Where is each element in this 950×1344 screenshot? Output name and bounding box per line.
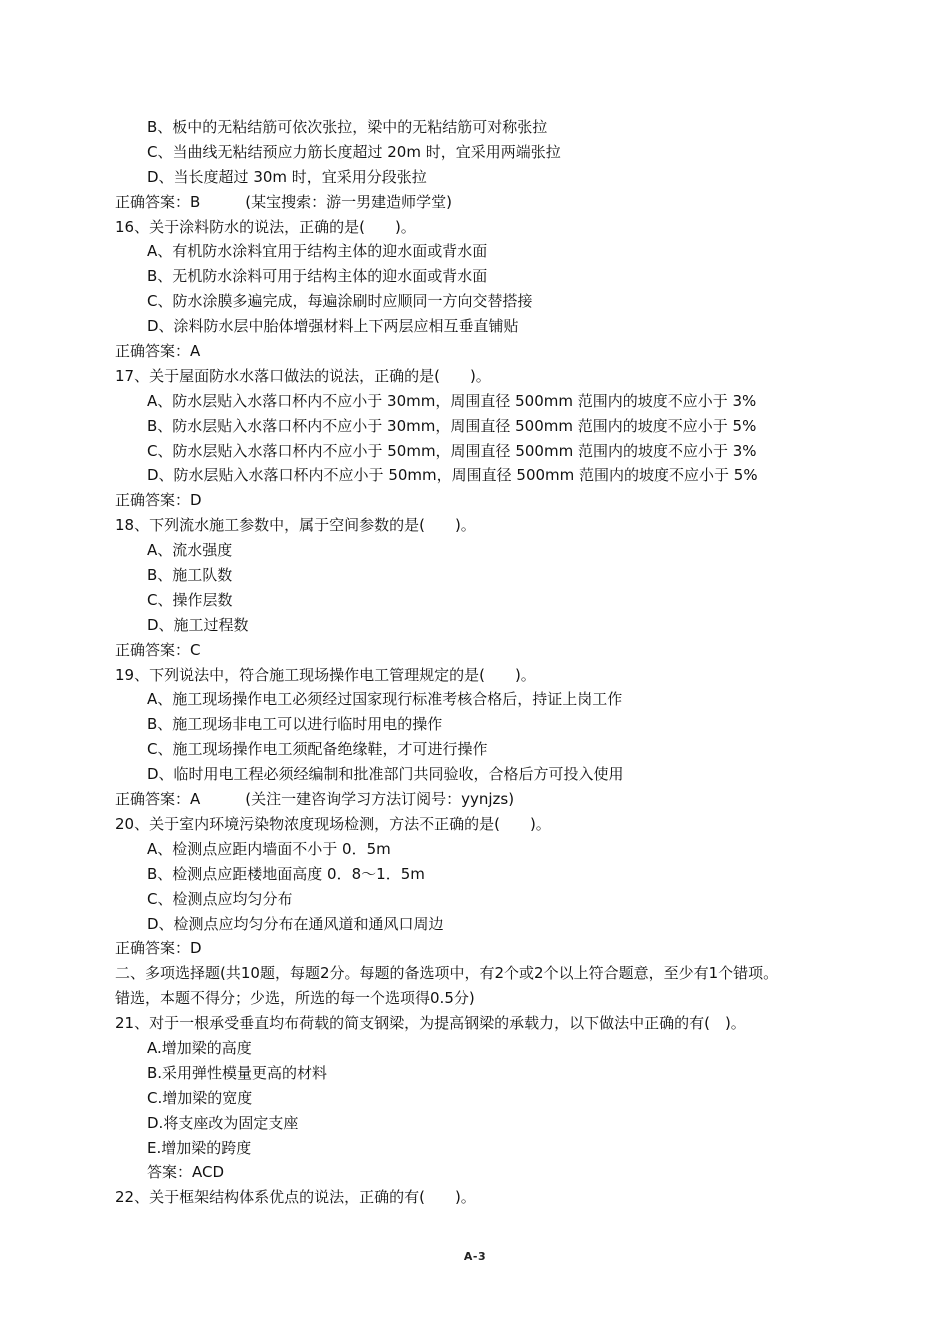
option-line: D、施工过程数 (147, 615, 249, 634)
option-line: C、当曲线无粘结预应力筋长度超过 20m 时，宜采用两端张拉 (147, 142, 561, 161)
option-line: B、施工队数 (147, 566, 233, 585)
option-line: C、施工现场操作电工须配备绝缘鞋，才可进行操作 (147, 740, 488, 759)
option-line: D、防水层贴入水落口杯内不应小于 50mm，周围直径 500mm 范围内的坡度不应小于 5% (147, 466, 758, 485)
text-line: 21、对于一根承受垂直均布荷载的简支钢梁，为提高钢梁的承载力，以下做法中正确的有( )。 (115, 1014, 746, 1033)
text-line: 正确答案：A (115, 342, 201, 361)
option-line: B、施工现场非电工可以进行临时用电的操作 (147, 715, 443, 734)
option-line: C、操作层数 (147, 590, 233, 609)
option-line: B.采用弹性模量更高的材料 (147, 1063, 328, 1082)
text-line: 二、多项选择题(共10题，每题2分。每题的备选项中，有2个或2个以上符合题意，至少有1个错项。 (115, 964, 779, 983)
option-line: A.增加梁的高度 (147, 1038, 252, 1057)
option-line: D.将支座改为固定支座 (147, 1113, 299, 1132)
option-line: D、检测点应均匀分布在通风道和通风口周边 (147, 914, 444, 933)
text-line: 正确答案：B (某宝搜索：游一男建造师学堂) (115, 192, 452, 211)
option-line: E.增加梁的跨度 (147, 1138, 252, 1157)
option-line: A、防水层贴入水落口杯内不应小于 30mm，周围直径 500mm 范围内的坡度不应小于 3% (147, 391, 757, 410)
option-line: B、防水层贴入水落口杯内不应小于 30mm，周围直径 500mm 范围内的坡度不应小于 5% (147, 416, 757, 435)
text-line: 20、关于室内环境污染物浓度现场检测，方法不正确的是( )。 (115, 814, 551, 833)
option-line: C.增加梁的宽度 (147, 1088, 253, 1107)
option-line: C、防水涂膜多遍完成，每遍涂刷时应顺同一方向交替搭接 (147, 292, 533, 311)
option-line: 答案：ACD (147, 1163, 225, 1182)
text-line: 正确答案：C (115, 640, 201, 659)
text-line: 正确答案：D (115, 491, 202, 510)
page-number: A-3 (463, 1250, 487, 1263)
option-line: B、检测点应距楼地面高度 0．8～1．5m (147, 864, 425, 883)
text-line: 正确答案：D (115, 939, 202, 958)
text-line: 16、关于涂料防水的说法，正确的是( )。 (115, 217, 416, 236)
text-line: 17、关于屋面防水水落口做法的说法，正确的是( )。 (115, 366, 491, 385)
text-line: 22、关于框架结构体系优点的说法，正确的有( )。 (115, 1188, 476, 1207)
option-line: B、板中的无粘结筋可依次张拉，梁中的无粘结筋可对称张拉 (147, 118, 548, 136)
option-line: A、施工现场操作电工必须经过国家现行标准考核合格后，持证上岗工作 (147, 690, 623, 709)
option-line: A、有机防水涂料宜用于结构主体的迎水面或背水面 (147, 242, 488, 261)
option-line: C、检测点应均匀分布 (147, 889, 293, 908)
document-body (115, 115, 845, 1210)
text-line: 19、下列说法中，符合施工现场操作电工管理规定的是( )。 (115, 665, 536, 684)
text-line: 18、下列流水施工参数中，属于空间参数的是( )。 (115, 516, 476, 535)
option-line: C、防水层贴入水落口杯内不应小于 50mm，周围直径 500mm 范围内的坡度不应小于 3% (147, 441, 757, 460)
option-line: D、临时用电工程必须经编制和批准部门共同验收，合格后方可投入使用 (147, 765, 624, 784)
text-line: 错选，本题不得分；少选，所选的每一个选项得0.5分) (115, 989, 475, 1008)
option-line: D、涂料防水层中胎体增强材料上下两层应相互垂直铺贴 (147, 317, 519, 336)
option-line: B、无机防水涂料可用于结构主体的迎水面或背水面 (147, 267, 488, 286)
text-line: 正确答案：A (关注一建咨询学习方法订阅号：yynjzs) (115, 790, 515, 809)
option-line: A、流水强度 (147, 541, 233, 560)
option-line: D、当长度超过 30m 时，宜采用分段张拉 (147, 167, 427, 186)
option-line: A、检测点应距内墙面不小于 0．5m (147, 839, 391, 858)
